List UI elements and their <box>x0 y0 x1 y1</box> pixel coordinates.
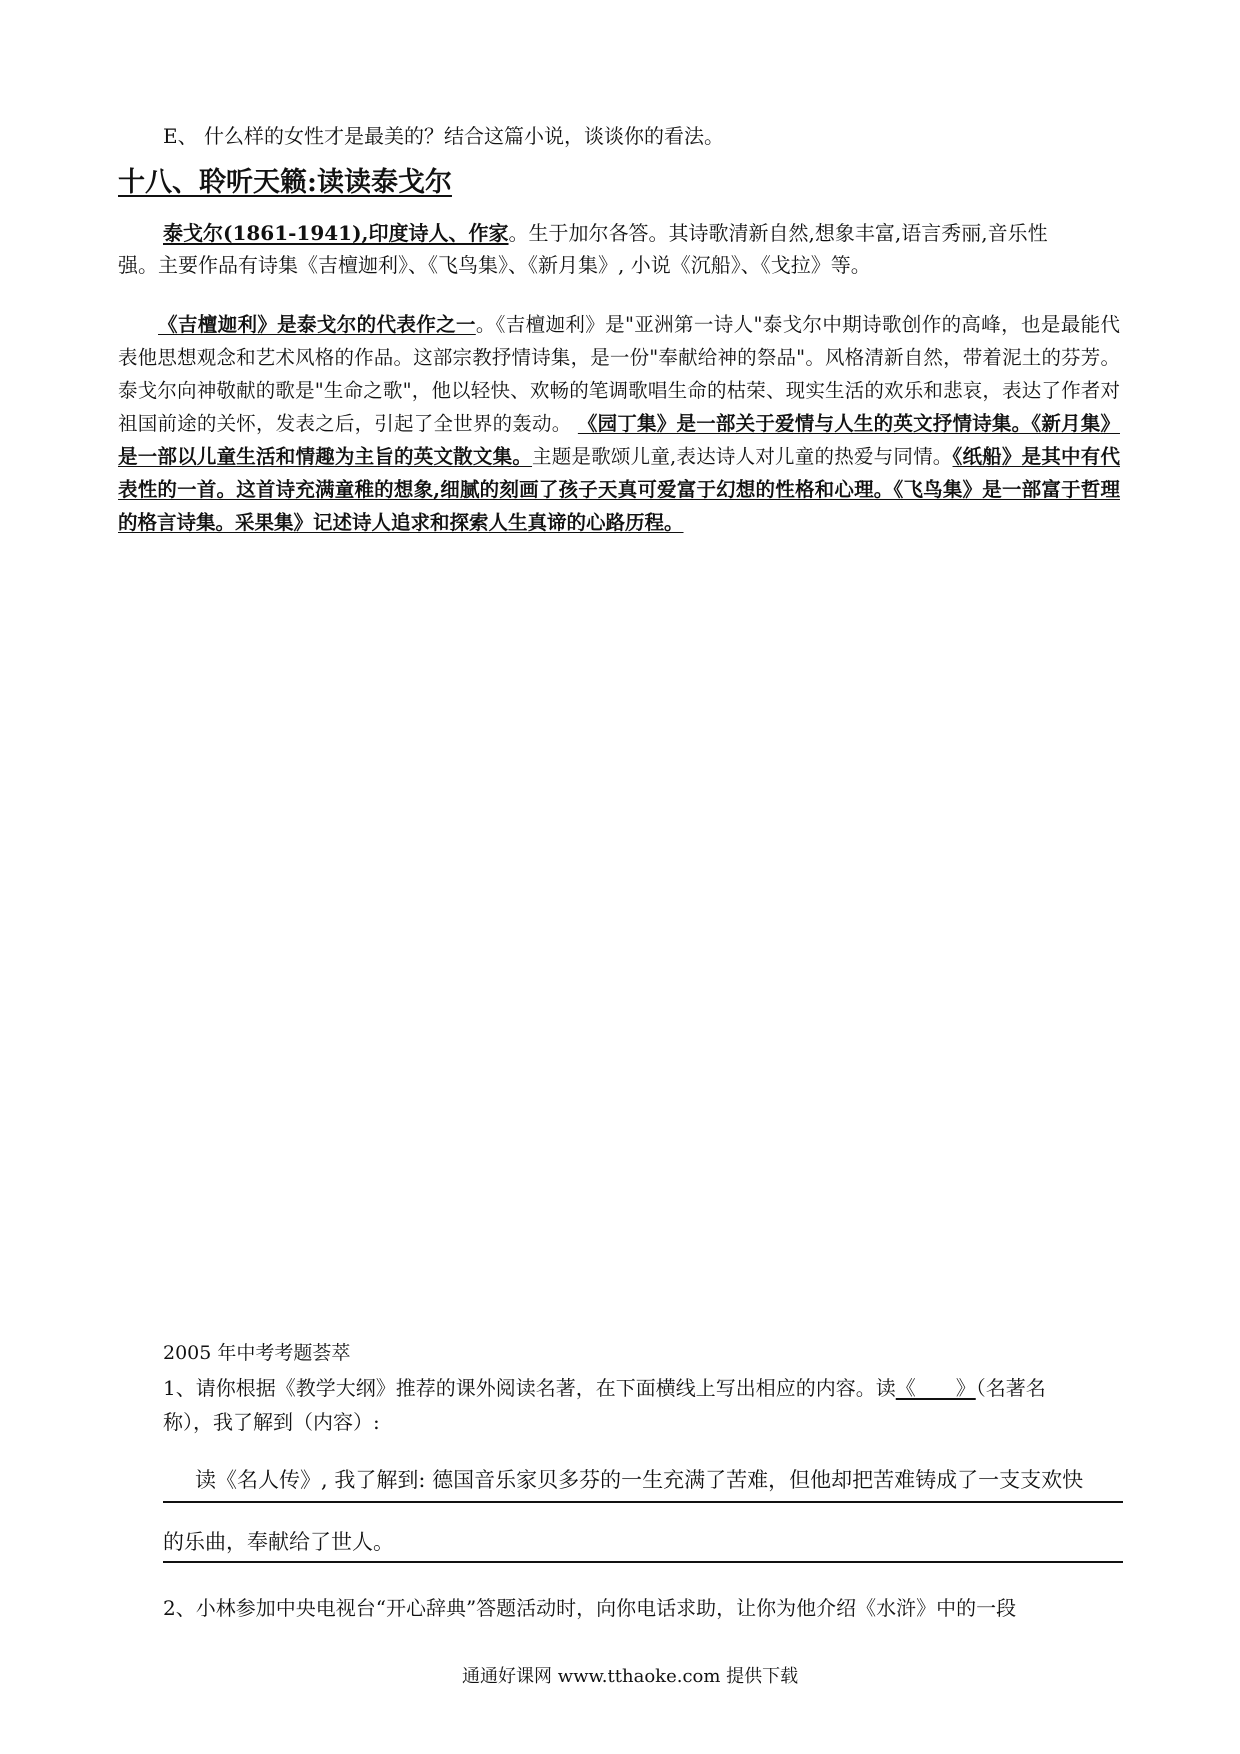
answer-line-1: 读《名人传》, 我了解到: 德国音乐家贝多芬的一生充满了苦难，但他却把苦难铸成了一支支欢快 <box>195 1468 1084 1492</box>
answer-line-2: 的乐曲，奉献给了世人。 <box>163 1530 394 1554</box>
q1-blank[interactable]: 《 》 <box>895 1376 976 1400</box>
answer-rule-1 <box>163 1501 1123 1503</box>
intro-text: 。生于加尔各答。其诗歌清新自然,想象丰富,语言秀丽,音乐性 <box>508 221 1048 245</box>
gardener-crescent-text: 《园丁集》是一部关于爱情与人生的英文抒情诗集。《新月集》是一部以儿童生活和情趣为主旨的英文散文集。 <box>118 412 1120 468</box>
gitanjali-paragraph <box>118 308 1120 539</box>
crescent-theme-text: 主题是歌颂儿童,表达诗人对儿童的热爱与同情。 <box>532 445 953 468</box>
paper-boat-text: 《纸船》是其中有代表性的一首。这首诗充满童稚的想象,细腻的刻画了孩子天真可爱富于幻想的性格和心理。《飞鸟集》是一部富于哲理的格言诗集。采果集》记述诗人追求和探索人生真谛的心路历程。 <box>118 445 1120 534</box>
q1-text-tail: （名著名 <box>975 1376 1046 1400</box>
question-e: E、 什么样的女性才是最美的？结合这篇小说，谈谈你的看法。 <box>163 124 724 148</box>
exam-question-2: 2、小林参加中央电视台“开心辞典”答题活动时，向你电话求助，让你为他介绍《水浒》中的一段 <box>163 1596 1017 1620</box>
q1-text: 1、请你根据《教学大纲》推荐的课外阅读名著，在下面横线上写出相应的内容。读 <box>163 1376 896 1400</box>
intro-author-label: 泰戈尔(1861-1941),印度诗人、作家 <box>163 221 509 245</box>
intro-line-1 <box>163 218 1048 248</box>
page-footer: 通通好课网 www.tthaoke.com 提供下载 <box>462 1666 799 1687</box>
exam-question-1-line-2: 称），我了解到（内容）: <box>163 1410 380 1434</box>
gitanjali-lead: 《吉檀迦利》是泰戈尔的代表作之一 <box>158 313 476 336</box>
section-title: 十八、聆听天籁:读读泰戈尔 <box>118 167 452 198</box>
exam-title: 2005 年中考考题荟萃 <box>163 1342 351 1364</box>
answer-rule-2 <box>163 1561 1123 1563</box>
exam-question-1-line-1 <box>163 1373 1046 1403</box>
intro-line-2: 强。主要作品有诗集《吉檀迦利》、《飞鸟集》、《新月集》, 小说《沉船》、《戈拉》等。 <box>118 253 871 277</box>
gitanjali-text: 。《吉檀迦利》是"亚洲第一诗人"泰戈尔中期诗歌创作的高峰，也是最能代表他思想观念和艺术风格的作品。这部宗教抒情诗集，是一份"奉献给神的祭品"。风格清新自然，带着泥土的芬芳。泰戈尔向神敬献的歌是"生命之歌"，他以轻快、欢畅的笔调歌唱生命的枯荣、现实生活的欢乐和悲哀，表达了作者对祖国前途的关怀，发表之后，引起了全世界的轰动。 <box>118 313 1120 435</box>
